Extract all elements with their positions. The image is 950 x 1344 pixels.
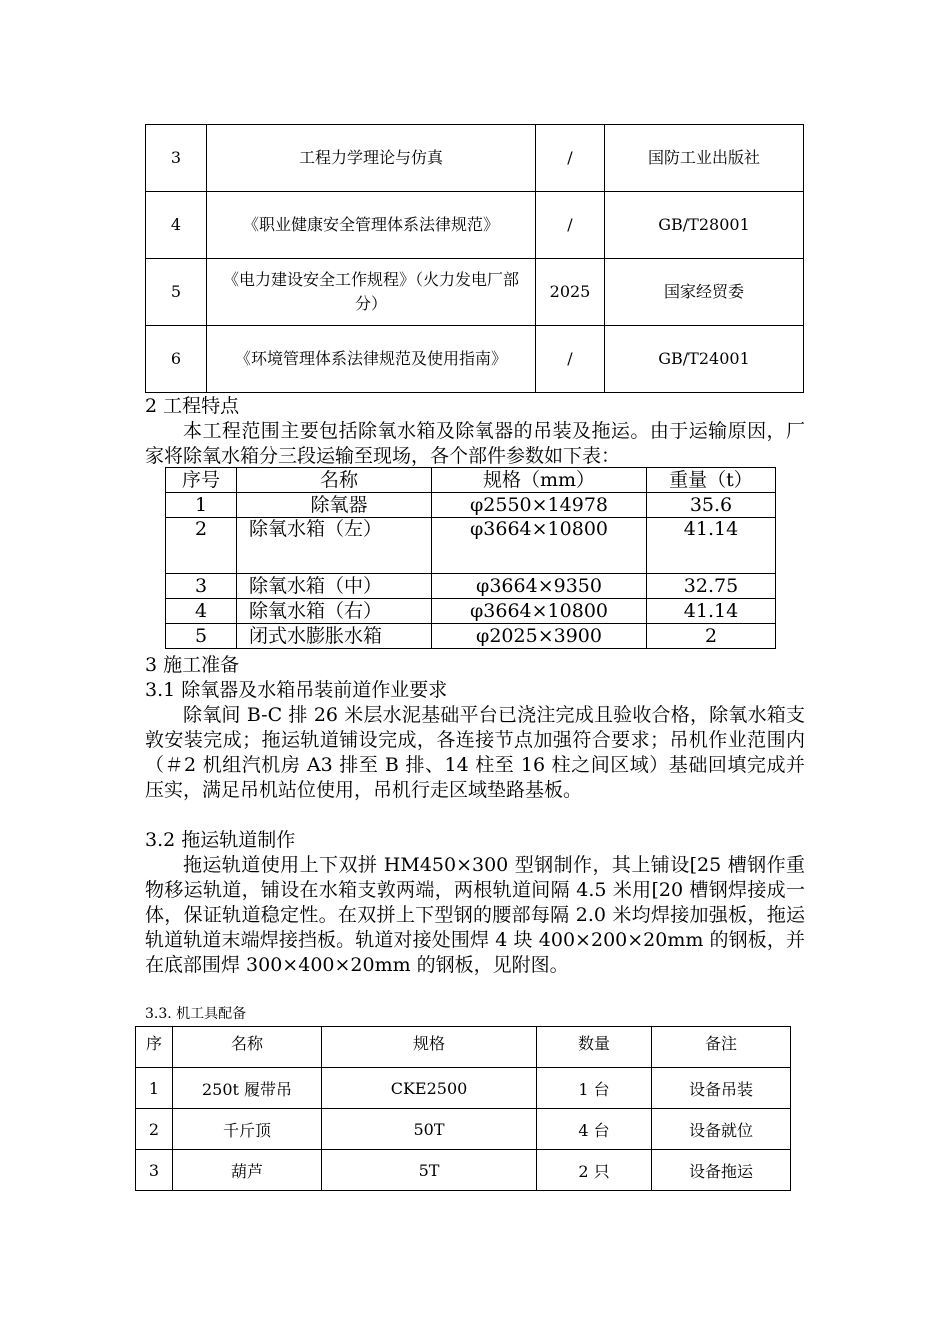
table-cell: 50T <box>322 1109 537 1150</box>
table-caption: 3.3. 机工具配备 <box>145 1006 247 1022</box>
column-header: 规格 <box>322 1027 537 1068</box>
table-cell: 5T <box>322 1150 537 1191</box>
table-cell: 设备拖运 <box>652 1150 791 1191</box>
table-cell: 《职业健康安全管理体系法律规范》 <box>207 192 536 259</box>
table-cell: 1 <box>166 493 237 518</box>
column-header: 序号 <box>166 468 237 493</box>
table-row <box>166 493 776 518</box>
table-cell: 除氧水箱（左） <box>237 518 432 574</box>
table-row <box>136 1109 791 1150</box>
tools-table <box>135 1026 791 1191</box>
table-cell: 设备吊装 <box>652 1068 791 1109</box>
table-cell: 1 <box>136 1068 173 1109</box>
section-heading: 2 工程特点 <box>145 395 240 417</box>
table-header-row <box>136 1027 791 1068</box>
table-cell: 3 <box>146 125 207 192</box>
paragraph: 本工程范围主要包括除氧水箱及除氧器的吊装及拖运。由于运输原因，厂家将除氧水箱分三段运输至现场，各个部件参数如下表： <box>145 420 805 467</box>
table-cell: φ3664×10800 <box>432 518 647 574</box>
table-row <box>166 599 776 624</box>
table-cell: / <box>536 326 605 393</box>
table-cell: 2 只 <box>537 1150 652 1191</box>
table-cell: 1 台 <box>537 1068 652 1109</box>
reference-table <box>145 124 804 393</box>
table-row <box>146 192 804 259</box>
table-cell: φ3664×10800 <box>432 599 647 624</box>
table-cell: 除氧器 <box>237 493 432 518</box>
column-header: 名称 <box>173 1027 322 1068</box>
section-heading: 3 施工准备 <box>145 654 240 676</box>
column-header: 备注 <box>652 1027 791 1068</box>
table-cell: 6 <box>146 326 207 393</box>
subsection-heading: 3.2 拖运轨道制作 <box>145 829 296 851</box>
table-cell: 4 台 <box>537 1109 652 1150</box>
table-cell: 除氧水箱（中） <box>237 574 432 599</box>
table-cell: 41.14 <box>647 518 776 574</box>
table-cell: φ3664×9350 <box>432 574 647 599</box>
column-header: 数量 <box>537 1027 652 1068</box>
paragraph: 除氧间 B-C 排 26 米层水泥基础平台已浇注完成且验收合格，除氧水箱支敦安装完成；拖运轨道铺设完成，各连接节点加强符合要求；吊机作业范围内（＃2 机组汽机房 A3 排至 B 排、14 柱至 16 柱之间区域）基础回填完成并压实，满足吊机站位使用，吊机行走区域垫路基板。 <box>145 704 805 801</box>
table-cell: 4 <box>146 192 207 259</box>
table-row <box>136 1150 791 1191</box>
table-row <box>166 574 776 599</box>
table-cell: 2 <box>136 1109 173 1150</box>
table-cell: 3 <box>166 574 237 599</box>
table-cell: 除氧水箱（右） <box>237 599 432 624</box>
column-header: 名称 <box>237 468 432 493</box>
table-cell: 2 <box>166 518 237 574</box>
table-cell: 闭式水膨胀水箱 <box>237 624 432 649</box>
table-cell: CKE2500 <box>322 1068 537 1109</box>
column-header: 重量（t） <box>647 468 776 493</box>
table-row <box>146 125 804 192</box>
paragraph: 拖运轨道使用上下双拼 HM450×300 型钢制作，其上铺设[25 槽钢作重物移运轨道，铺设在水箱支敦两端，两根轨道间隔 4.5 米用[20 槽钢焊接成一体，保证轨道稳定性。在双拼上下型钢的腰部每隔 2.0 米均焊接加强板，拖运轨道轨道末端焊接挡板。轨道对接处围焊 4 块 400×200×20mm 的钢板，并在底部围焊 300×400×20mm 的钢板，见附图。 <box>145 854 805 976</box>
table-cell: GB/T24001 <box>605 326 804 393</box>
table-cell: 5 <box>166 624 237 649</box>
table-cell: / <box>536 192 605 259</box>
table-cell: 国防工业出版社 <box>605 125 804 192</box>
table-row <box>146 326 804 393</box>
table-row <box>166 624 776 649</box>
column-header: 规格（mm） <box>432 468 647 493</box>
subsection-heading: 3.1 除氧器及水箱吊装前道作业要求 <box>145 679 448 701</box>
table-cell: 35.6 <box>647 493 776 518</box>
column-header: 序 <box>136 1027 173 1068</box>
table-cell: / <box>536 125 605 192</box>
table-cell: φ2550×14978 <box>432 493 647 518</box>
table-row <box>166 518 776 574</box>
table-cell: 2025 <box>536 259 605 326</box>
table-cell: 3 <box>136 1150 173 1191</box>
table-cell: 国家经贸委 <box>605 259 804 326</box>
table-header-row <box>166 468 776 493</box>
table-cell: 250t 履带吊 <box>173 1068 322 1109</box>
table-cell: 《电力建设安全工作规程》（火力发电厂部分） <box>207 259 536 326</box>
table-cell: 32.75 <box>647 574 776 599</box>
table-row <box>136 1068 791 1109</box>
table-cell: 葫芦 <box>173 1150 322 1191</box>
table-cell: 2 <box>647 624 776 649</box>
table-cell: 41.14 <box>647 599 776 624</box>
table-cell: 4 <box>166 599 237 624</box>
table-cell: 《环境管理体系法律规范及使用指南》 <box>207 326 536 393</box>
table-cell: 工程力学理论与仿真 <box>207 125 536 192</box>
table-cell: GB/T28001 <box>605 192 804 259</box>
table-cell: 5 <box>146 259 207 326</box>
parts-table <box>165 467 776 649</box>
table-cell: 设备就位 <box>652 1109 791 1150</box>
table-row <box>146 259 804 326</box>
table-cell: φ2025×3900 <box>432 624 647 649</box>
table-cell: 千斤顶 <box>173 1109 322 1150</box>
